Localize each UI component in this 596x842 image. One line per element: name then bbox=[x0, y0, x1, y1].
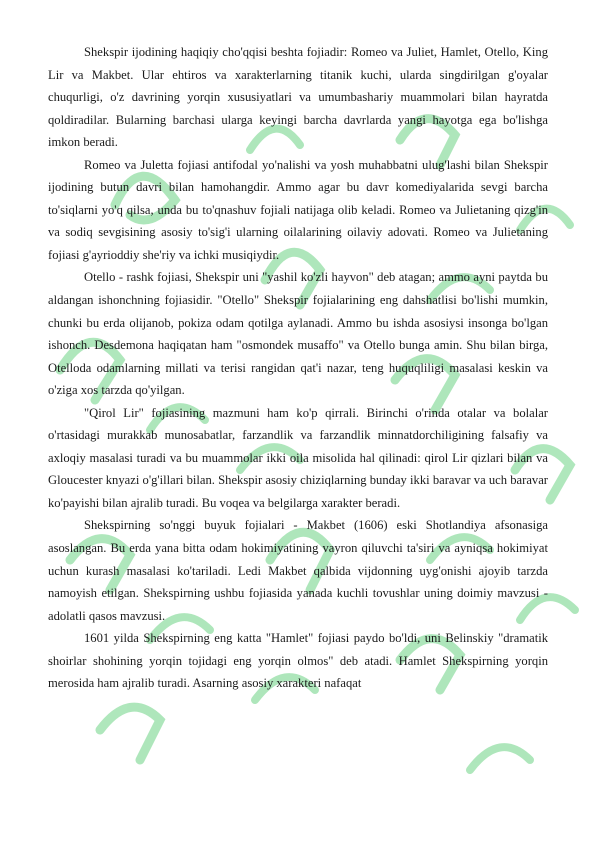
watermark-stroke bbox=[100, 707, 160, 760]
document-page bbox=[48, 41, 548, 695]
paragraph-6: 1601 yilda Shekspirning eng katta "Hamlet" fojiasi paydo bo'ldi, uni Belinskiy "dramatik shoirlar shohining yorqin tojidagi eng yorqin olmos" deb atadi. Hamlet Shekspirning yorqin merosida ham ajralib turadi. Asarning asosiy xarakteri nafaqat bbox=[48, 631, 548, 691]
paragraph-1: Shekspir ijodining haqiqiy cho'qqisi beshta fojiadir: Romeo va Juliet, Hamlet, Otello, King Lir va Makbet. Ular ehtiros va xarakterlarning titanik kuchi, ularda singdirilgan g'oyalar chuqurligi, o'z davrining yorqin xususiyatlari va umumbashariy muammolari bilan hayratda qoldiradilar. Bularning barchasi ularga keyingi barcha davrlarda yangi hayotga ega bo'lishga imkon beradi. bbox=[48, 45, 548, 150]
paragraph-5: Shekspirning so'nggi buyuk fojialari - Makbet (1606) eski Shotlandiya afsonasiga asoslangan. Bu erda yana bitta odam hokimiyatining vayron qiluvchi ta'siri va ayniqsa hokimiyat uchun kurash masalasi ko'tariladi. Ledi Makbet qalbida vijdonning uyg'onishi ajoyib tarzda namoyish etilgan. Shekspirning ushbu fojiasida yanada kuchli tovushlar uning doimiy mavzusi - adolatli qasos mavzusi. bbox=[48, 518, 548, 623]
paragraph-2: Romeo va Juletta fojiasi antifodal yo'nalishi va yosh muhabbatni ulug'lashi bilan Shekspir ijodining butun davri bilan hamohangdir. Ammo agar bu davr komediyalarida sevgi barcha to'siqlarni yo'q qilsa, unda bu to'qnashuv fojiali natijaga olib keladi. Romeo va Julietaning qizg'in va sodiq sevgisining asosiy to'sig'i ularning oilalarining oilaviy adovati. Romeo va Julietaning fojiasi g'ayrioddiy she'riy va ichki musiqiydir. bbox=[48, 157, 548, 262]
watermark-stroke bbox=[470, 747, 530, 770]
paragraph-3: Otello - rashk fojiasi, Shekspir uni "yashil ko'zli hayvon" deb atagan; ammo ayni paytda bu aldangan ishonchning fojiasidir. "Otello" Shekspir fojialarining eng dahshatlisi bo'lishi mumkin, chunki bu erda olijanob, pokiza odam qotilga aylanadi. Ammo bu ishda asosiysi insonga bo'lgan ishonch. Desdemona haqiqatan ham "osmondek musaffo" va Otello bunga amin. Shu bilan birga, Otelloda odamlarning millati va terisi rangidan qat'i nazar, teng huquqliligi masalasi keskin va o'ziga xos tarzda qo'yilgan. bbox=[48, 270, 548, 398]
paragraph-4: "Qirol Lir" fojiasining mazmuni ham ko'p qirrali. Birinchi o'rinda otalar va bolalar o'rtasidagi murakkab munosabatlar, farzandlik va farzandlik minnatdorchiligining falsafiy va axloqiy masalasi turadi va bu muammolar ikki oila misolida hal qilinadi: qirol Lir qizlari bilan va Gloucester knyazi o'g'illari bilan. Shekspir asosiy chiziqlarning bunday ikki baravar va uch baravar ko'payishi bilan ajralib turadi. Bu voqea va belgilarga xarakter beradi. bbox=[48, 405, 548, 510]
